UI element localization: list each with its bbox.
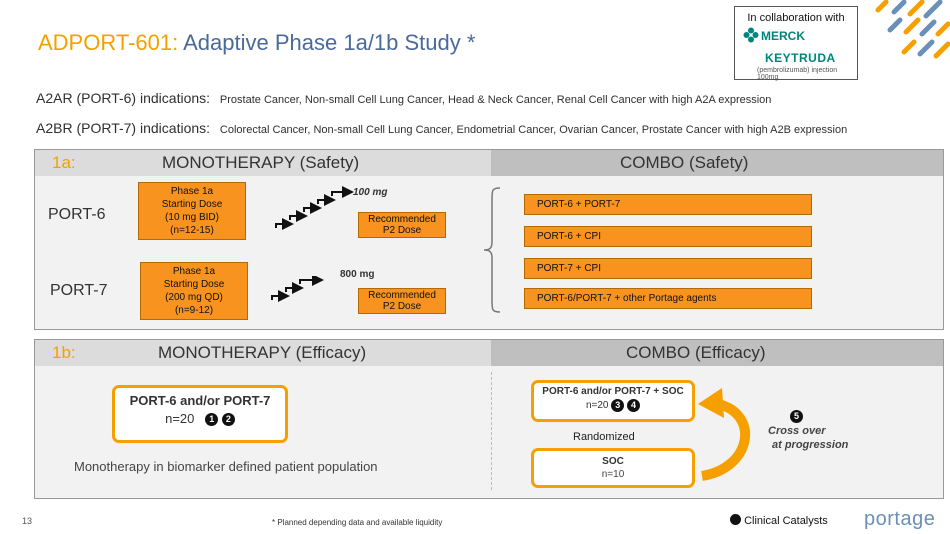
randomized-label: Randomized [573,431,635,443]
box-line: Phase 1a [172,266,216,277]
port-7-recommended-p2-dose-box [358,288,446,314]
indication-label: A2BR (PORT-7) indications: [36,120,211,136]
phase-1a-combo-title: COMBO (Safety) [620,153,749,172]
box-line: P2 Dose [382,301,422,312]
clinical-catalyst-bullet-icon [730,514,741,525]
legend [730,514,828,527]
mono-efficacy-description: Monotherapy in biomarker defined patient population [74,459,378,474]
box-line: Starting Dose [161,199,223,210]
page-number: 13 [22,516,33,526]
catalyst-marker: 4 [627,399,640,412]
cross-over-arrow-icon [694,384,768,482]
mono-efficacy-n: n=20 [165,411,195,426]
indication-row-a2br [36,120,847,136]
combo-efficacy-n: n=20 [585,400,609,412]
box-line: (200 mg QD) [165,292,223,303]
cross-over-line: Cross over [768,425,826,437]
box-line: (n=9-12) [174,305,214,316]
mono-efficacy-box [112,385,288,443]
combo-port6-cpi-box: PORT-6 + CPI [524,226,812,247]
port-7-dose-escalation-arrows-icon [268,276,348,304]
page-title [38,30,475,56]
keytruda-logo-text: KEYTRUDA [765,51,836,65]
soc-n: n=10 [601,469,625,480]
indication-label: A2AR (PORT-6) indications: [36,90,211,106]
catalyst-marker: 3 [611,399,624,412]
combo-other-agents-box: PORT-6/PORT-7 + other Portage agents [524,288,812,309]
mono-efficacy-title: PORT-6 and/or PORT-7 [129,393,271,408]
study-code: ADPORT-601: [38,30,179,55]
phase-1b-tag: 1b: [52,343,76,362]
indication-list: Prostate Cancer, Non-small Cell Lung Cancer, Head & Neck Cancer, Renal Cell Cancer with high A2A expression [219,94,772,106]
collaboration-label: In collaboration with [747,12,845,24]
port-7-label: PORT-7 [50,282,108,299]
keytruda-subtext: (pembrolizumab) injection 100mg [757,67,838,81]
collaboration-box [734,6,858,80]
cross-over-line: at progression [772,439,849,451]
combo-bracket [480,186,510,314]
corner-stripes-decoration [868,0,950,64]
catalyst-marker: 2 [222,413,235,426]
indication-row-a2ar [36,90,771,106]
merck-logo-text: MERCK [761,29,805,43]
phase-1b-divider [491,372,492,490]
port-6-max-dose: 100 mg [353,187,388,198]
phase-1a-mono-title: MONOTHERAPY (Safety) [162,153,360,172]
box-line: Phase 1a [170,186,214,197]
box-line: Starting Dose [163,279,225,290]
combo-efficacy-box [531,380,695,422]
study-title: Adaptive Phase 1a/1b Study * [183,30,476,55]
combo-efficacy-n-row [534,399,692,412]
port-6-recommended-p2-dose-box [358,212,446,238]
combo-port7-cpi-box: PORT-7 + CPI [524,258,812,279]
port-6-label: PORT-6 [48,206,106,223]
soc-title: SOC [602,456,624,467]
box-line: Recommended [368,214,436,225]
phase-1a-tag: 1a: [52,153,76,172]
phase-1b-combo-title: COMBO (Efficacy) [626,343,766,362]
legend-label: Clinical Catalysts [744,515,828,527]
port-6-dose-escalation-arrows-icon [272,186,362,232]
soc-box [531,448,695,488]
combo-port6-port7-box: PORT-6 + PORT-7 [524,194,812,215]
merck-logo-icon [743,27,759,43]
portage-logo: portage [864,508,936,530]
box-line: (n=12-15) [170,225,214,236]
phase-1b-mono-title: MONOTHERAPY (Efficacy) [158,343,367,362]
port-7-max-dose: 800 mg [340,269,375,280]
mono-efficacy-n-row [115,411,285,426]
combo-efficacy-title: PORT-6 and/or PORT-7 + SOC [542,386,684,397]
box-line: Recommended [368,290,436,301]
cross-over-label [768,424,848,452]
catalyst-marker: 5 [790,410,803,423]
catalyst-marker: 1 [205,413,218,426]
port-7-starting-dose-box [140,262,248,320]
box-line: (10 mg BID) [165,212,219,223]
box-line: P2 Dose [382,225,422,236]
port-6-starting-dose-box [138,182,246,240]
indication-list: Colorectal Cancer, Non-small Cell Lung Cancer, Endometrial Cancer, Ovarian Cancer, Prostate Cancer with high A2B expression [219,124,848,136]
footnote: * Planned depending data and available liquidity [272,518,443,527]
